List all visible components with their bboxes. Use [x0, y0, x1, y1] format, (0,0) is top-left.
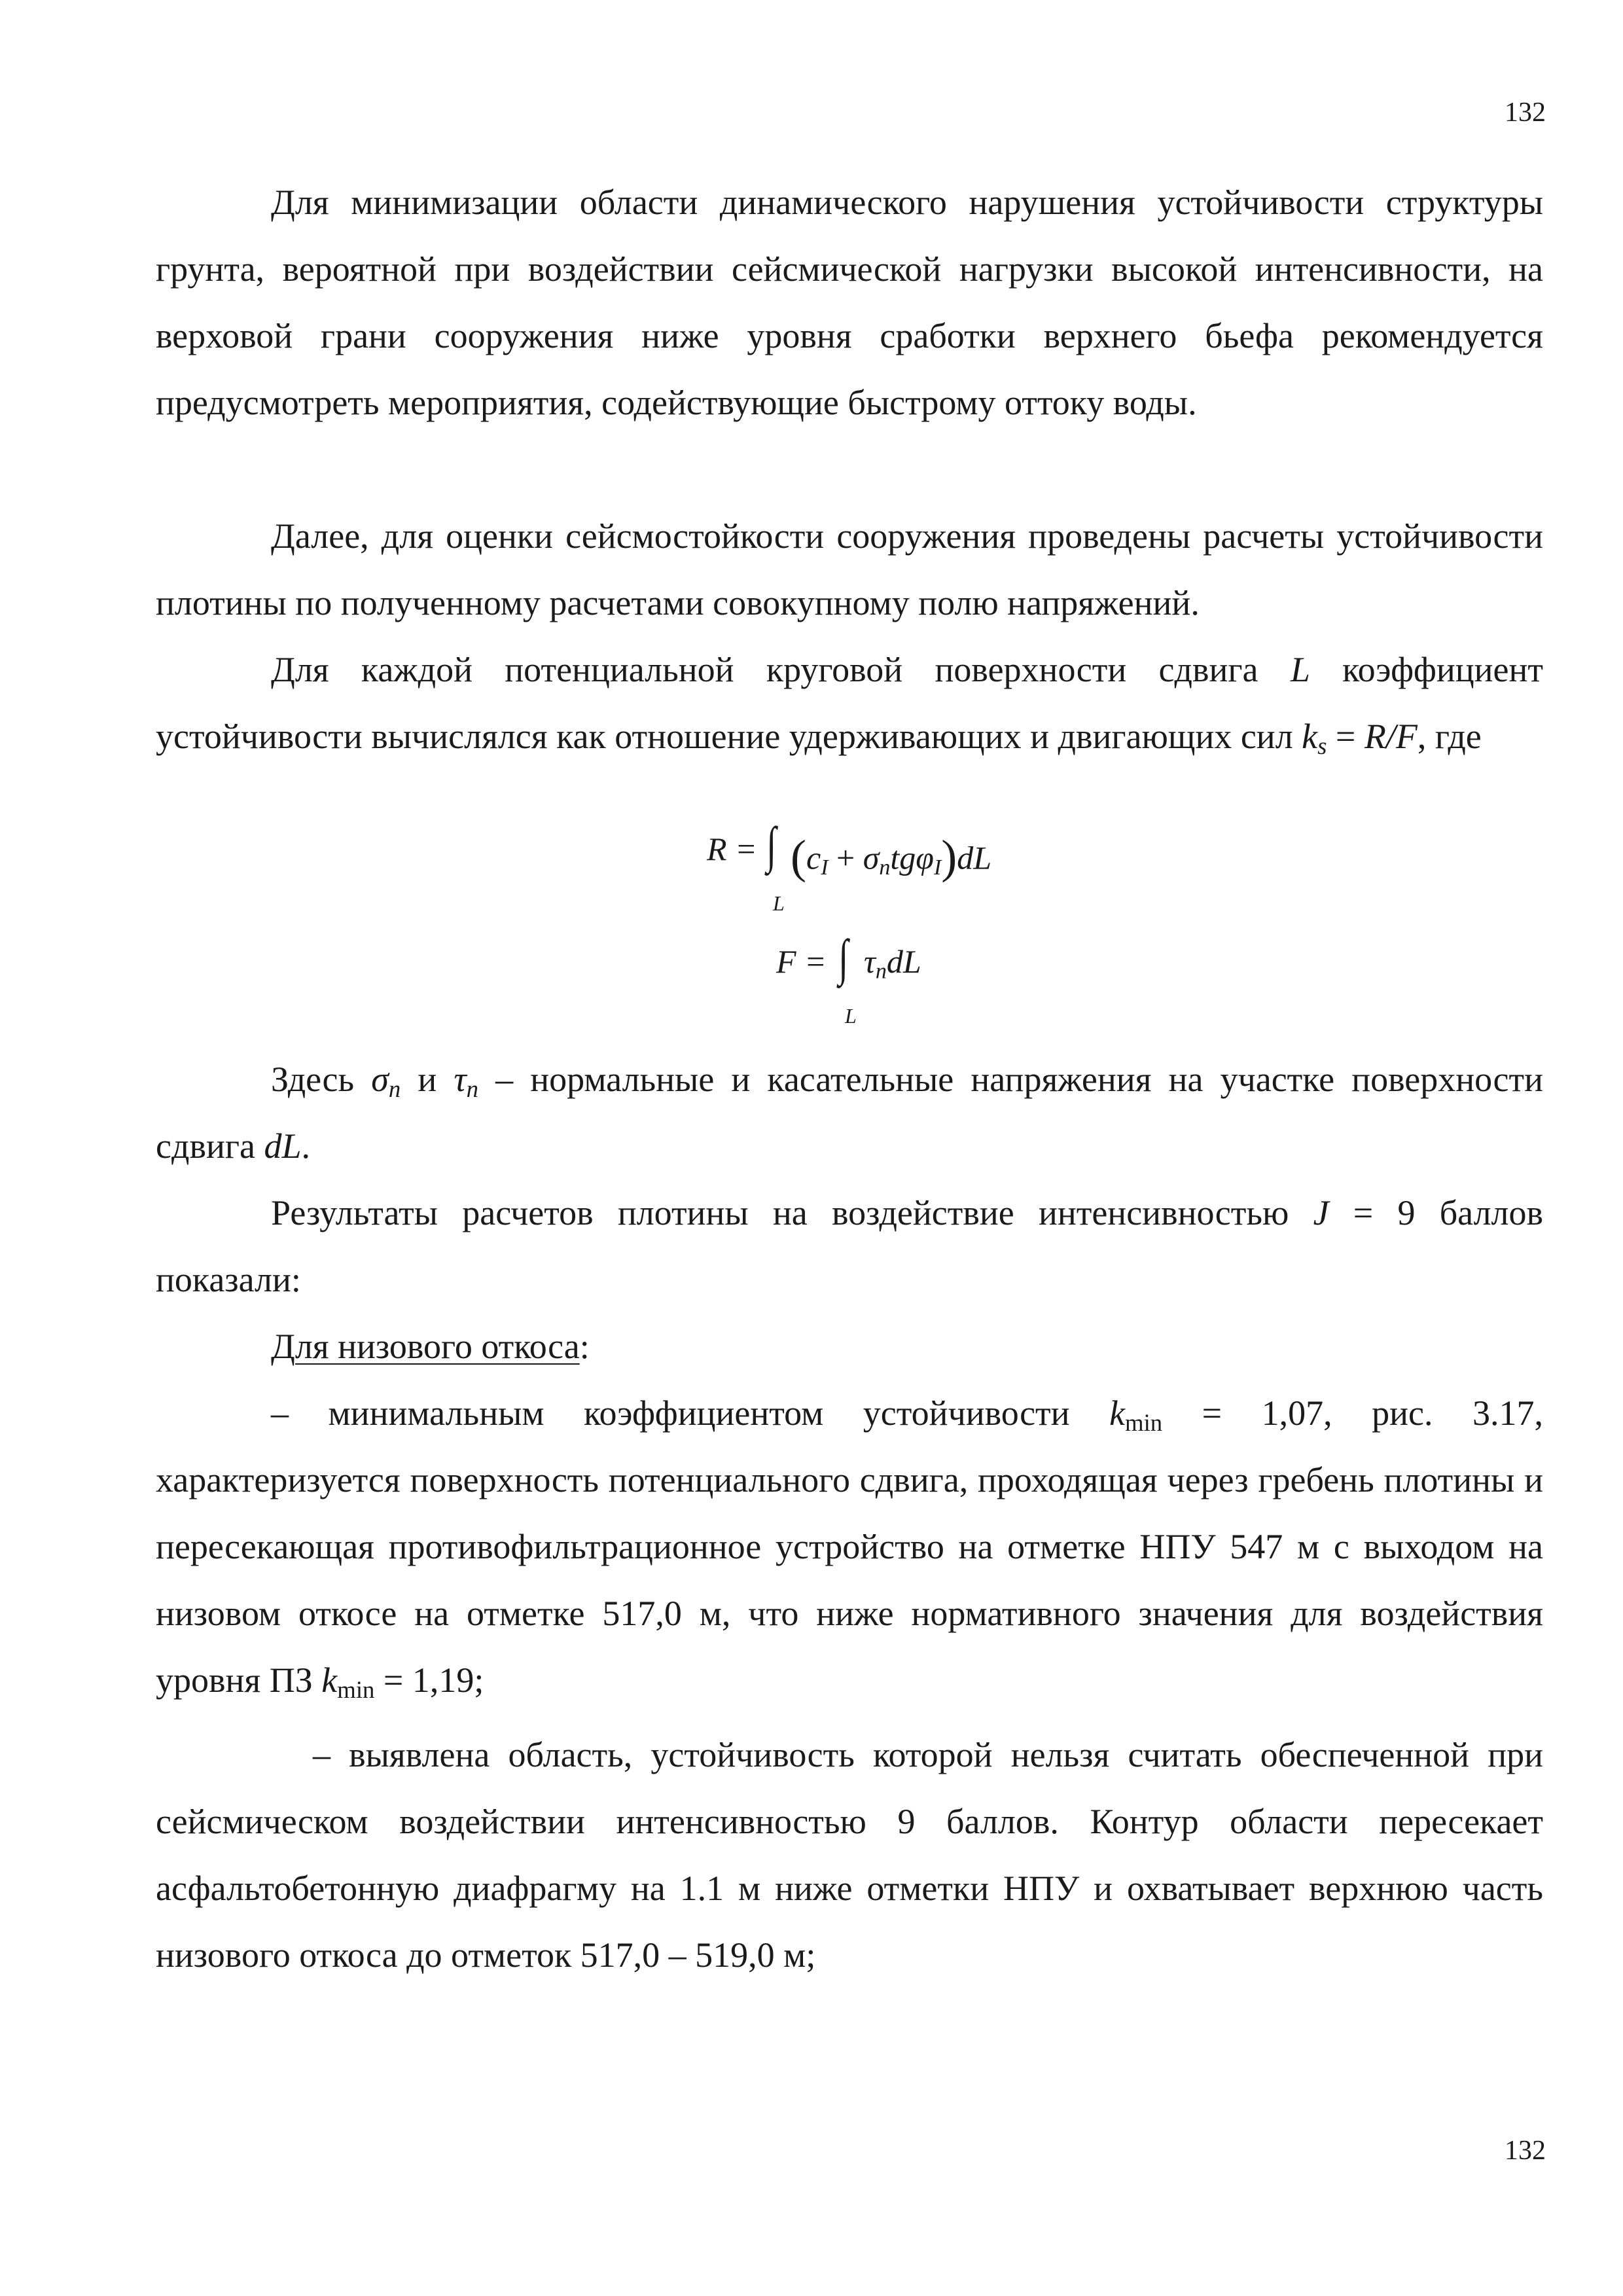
formula-R: R = ∫ L $(c_I + \sigma_ntg\varphi_I)dL$ — [707, 816, 992, 915]
formula-F: F = ∫ L $\tau_ndL$ — [776, 929, 921, 1028]
page-number-top: 132 — [1505, 98, 1546, 128]
paragraph-2: Далее, для оценки сейсмостойкости сооружения проведены расчеты устойчивости плотины по полученному расчетами совокупному полю напряжений. — [156, 516, 1543, 622]
paragraph-5: Результаты расчетов плотины на воздействие интенсивностью J = 9 баллов показали: — [156, 1193, 1543, 1299]
paragraph-4: Здесь $\sigma_n$ и $\tau_n$ – нормальные и касательные напряжения на участке поверхности сдвига dL. — [156, 1060, 1543, 1166]
paragraph-3: Для каждой потенциальной круговой поверхности сдвига L коэффициент устойчивости вычислялся как отношение удерживающих и двигающих сил $k_s = R/F$, где — [156, 650, 1543, 760]
var-RF: R/F — [1364, 717, 1418, 756]
section-heading-downstream-slope: Для низового откоса: — [271, 1327, 590, 1366]
paragraph-1: Для минимизации области динамического нарушения устойчивости структуры грунта, вероятной при воздействии сейсмической нагрузки высокой интенсивности, на верховой грани сооружения ниже уровня сработки верхнего бьефа рекомендуется предусмотреть мероприятия, содействующие быстрому оттоку воды. — [156, 183, 1543, 422]
var-k: k — [1302, 717, 1318, 756]
integral-sign: ∫ — [766, 816, 777, 873]
integral-sign: ∫ — [838, 929, 849, 986]
paragraph-7: – минимальным коэффициентом устойчивости $k_{min} = 1,07$, рис. 3.17, характеризуется поверхность потенциального сдвига, проходящая через гребень плотины и пересекающая противофильтрационное устройство на отметке НПУ 547 м с выходом на низовом откосе на отметке 517,0 м, что ниже нормативного значения для воздействия уровня ПЗ $k_{min} = 1,19$; — [156, 1393, 1543, 1704]
paragraph-8: – выявлена область, устойчивость которой нельзя считать обеспеченной при сейсмическом воздействии интенсивностью 9 баллов. Контур области пересекает асфальтобетонную диафрагму на 1.1 м ниже отметки НПУ и охватывает верхнюю часть низового откоса до отметок 517,0 – 519,0 м; — [156, 1735, 1543, 1975]
page-number-bottom: 132 — [1505, 2136, 1546, 2166]
var-L: L — [1290, 650, 1310, 689]
